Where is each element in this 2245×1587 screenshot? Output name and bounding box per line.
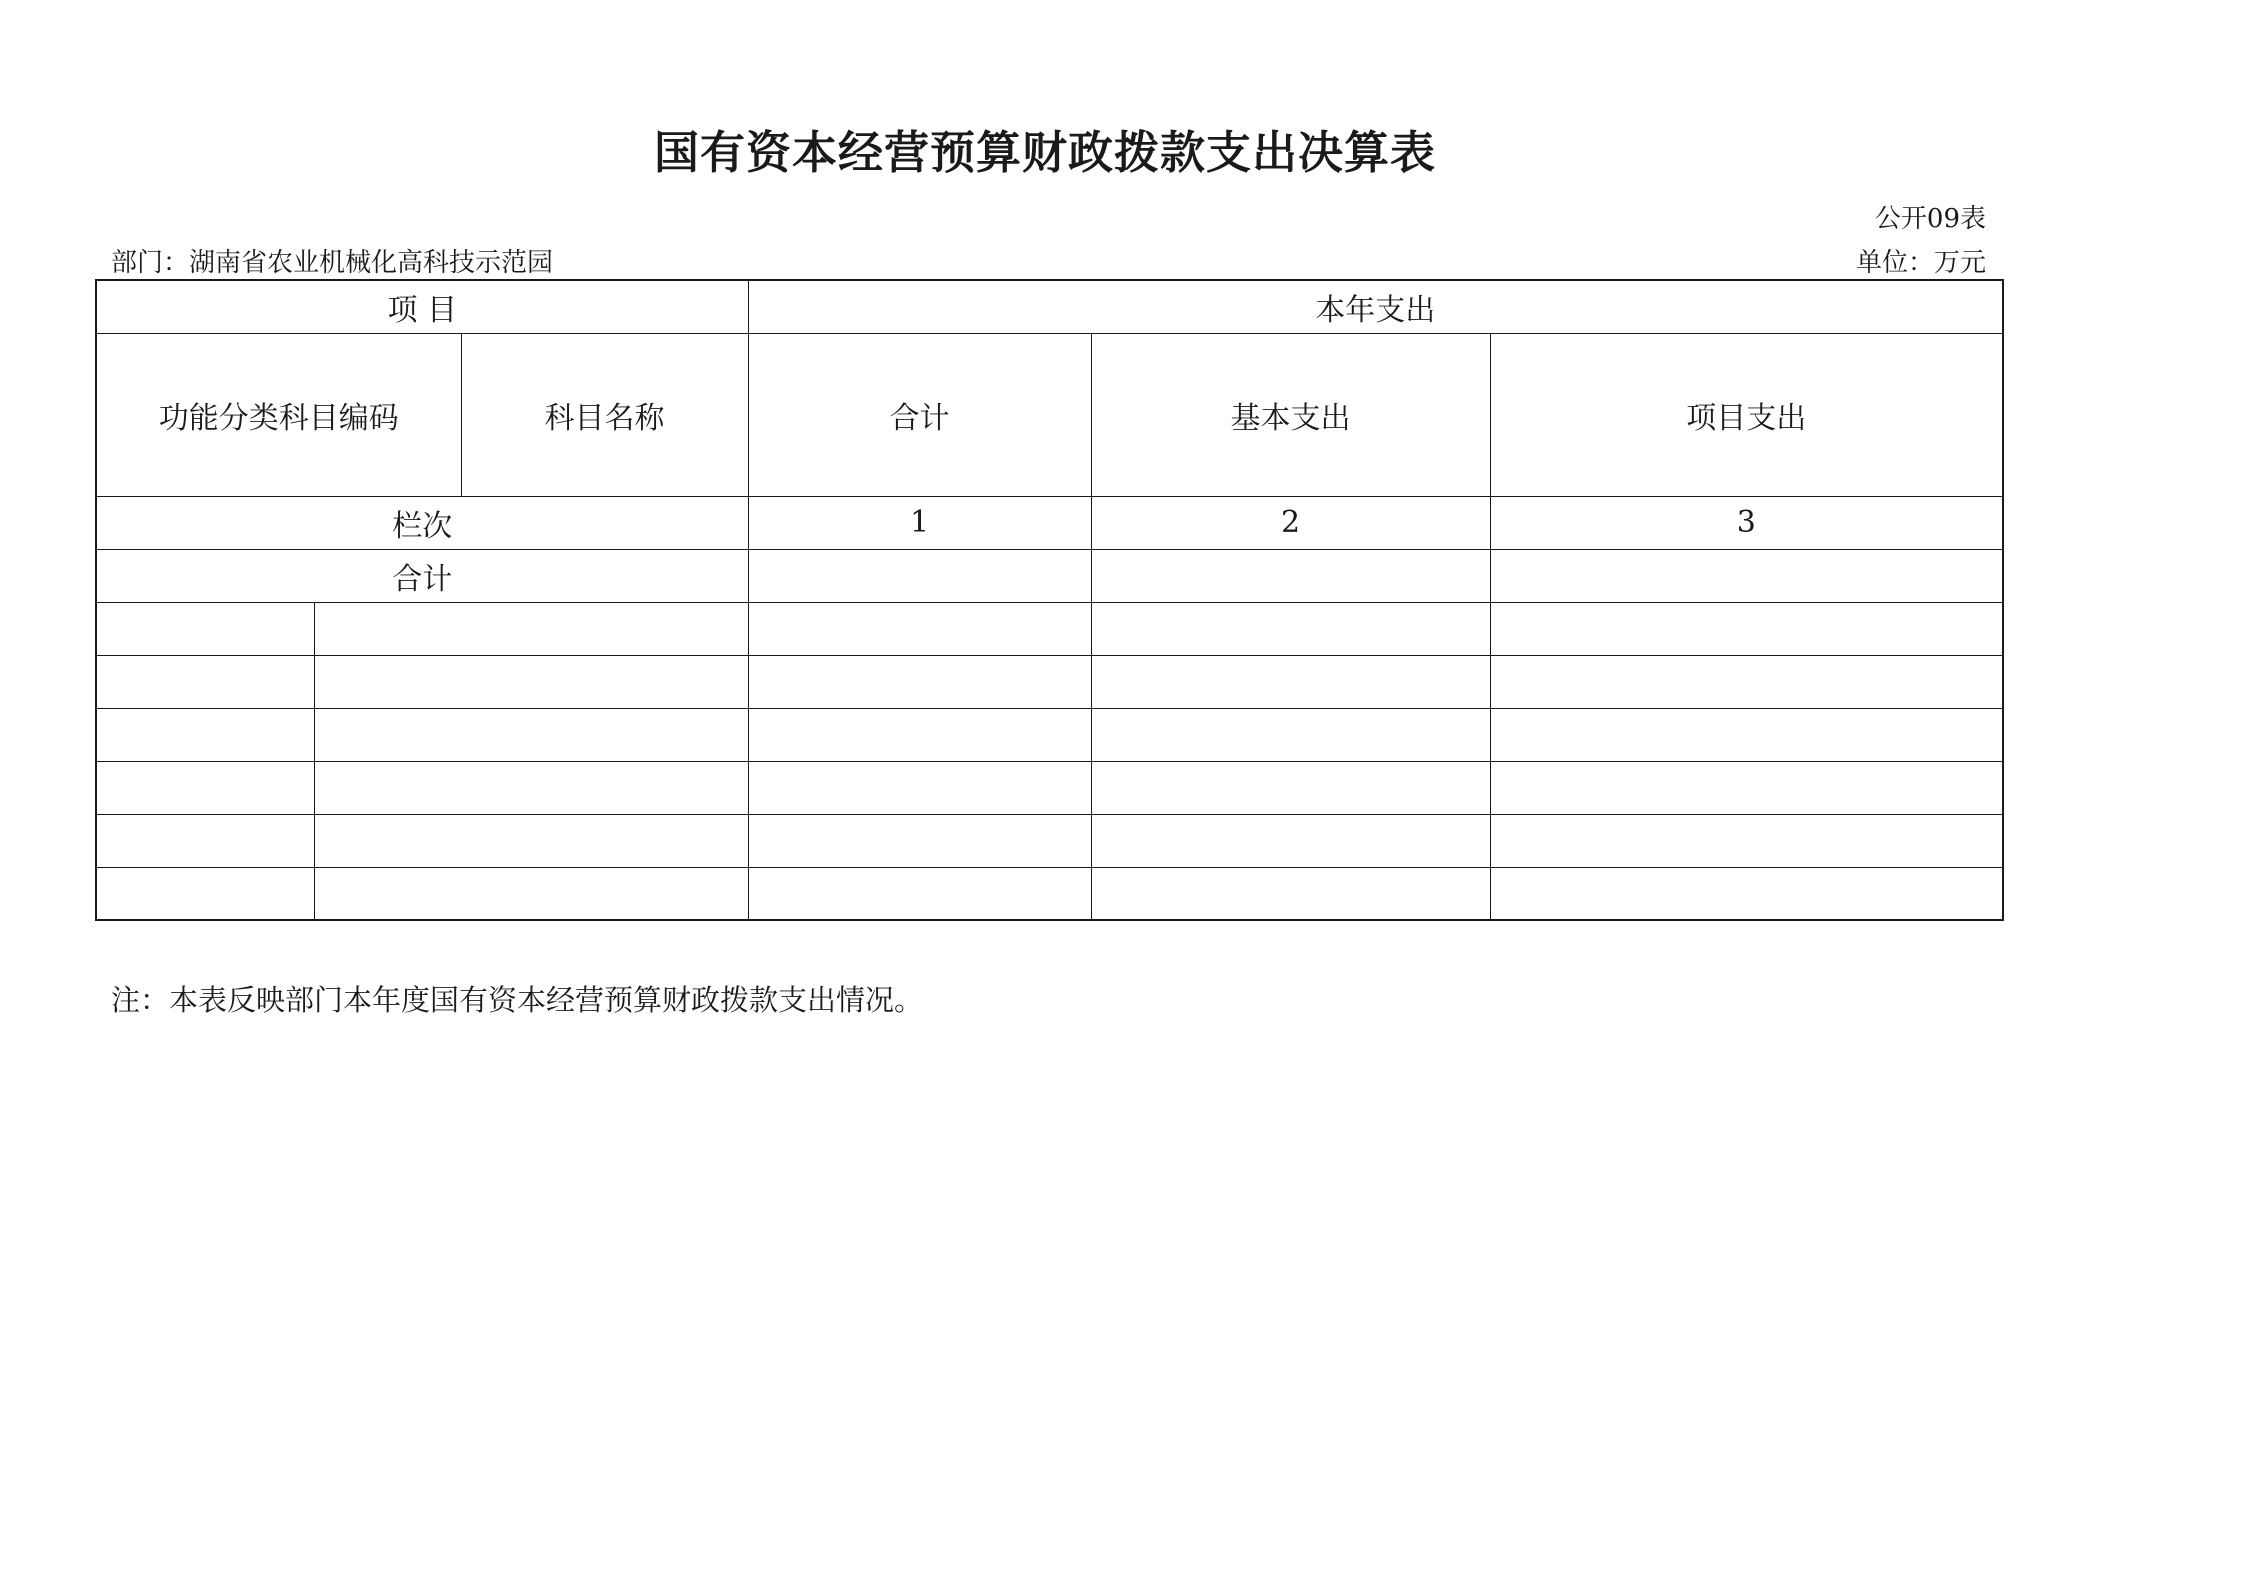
column-index-row — [96, 496, 2003, 549]
row-project — [1490, 708, 2003, 761]
row-project — [1490, 814, 2003, 867]
report-title: 国有资本经营预算财政拨款支出决算表 — [653, 126, 1436, 179]
table-row — [96, 867, 2003, 920]
table-row — [96, 708, 2003, 761]
header-project-expenditure: 项目支出 — [1490, 333, 2003, 496]
row-name — [314, 814, 748, 867]
row-basic — [1091, 708, 1490, 761]
table-row — [96, 761, 2003, 814]
row-name — [314, 761, 748, 814]
header-total: 合计 — [748, 333, 1091, 496]
table-row — [96, 602, 2003, 655]
row-basic — [1091, 655, 1490, 708]
table-row — [96, 655, 2003, 708]
row-project — [1490, 761, 2003, 814]
row-basic — [1091, 867, 1490, 920]
row-code — [96, 814, 314, 867]
table-row — [96, 814, 2003, 867]
expenditure-table — [95, 279, 2004, 921]
total-row-basic — [1091, 549, 1490, 602]
total-row-total — [748, 549, 1091, 602]
header-subject-name: 科目名称 — [461, 333, 748, 496]
total-row-label: 合计 — [96, 549, 748, 602]
row-project — [1490, 655, 2003, 708]
department-label: 部门：湖南省农业机械化高科技示范园 — [111, 248, 554, 278]
header-item: 项 目 — [96, 280, 748, 333]
column-index-1: 1 — [748, 496, 1091, 549]
header-row-1 — [96, 280, 2003, 333]
row-total — [748, 655, 1091, 708]
header-function-code: 功能分类科目编码 — [96, 333, 461, 496]
row-code — [96, 602, 314, 655]
row-name — [314, 708, 748, 761]
row-name — [314, 655, 748, 708]
column-index-3: 3 — [1490, 496, 2003, 549]
row-basic — [1091, 761, 1490, 814]
column-index-2: 2 — [1091, 496, 1490, 549]
header-current-year-expenditure: 本年支出 — [748, 280, 2003, 333]
total-row-project — [1490, 549, 2003, 602]
row-name — [314, 867, 748, 920]
row-total — [748, 814, 1091, 867]
row-basic — [1091, 814, 1490, 867]
unit-label: 单位：万元 — [1855, 248, 1986, 278]
total-row — [96, 549, 2003, 602]
footnote: 注：本表反映部门本年度国有资本经营预算财政拨款支出情况。 — [111, 983, 924, 1017]
row-basic — [1091, 602, 1490, 655]
header-row-2 — [96, 333, 2003, 496]
column-index-label: 栏次 — [96, 496, 748, 549]
row-project — [1490, 602, 2003, 655]
row-total — [748, 602, 1091, 655]
row-code — [96, 708, 314, 761]
row-code — [96, 655, 314, 708]
row-name — [314, 602, 748, 655]
row-project — [1490, 867, 2003, 920]
row-code — [96, 761, 314, 814]
row-total — [748, 867, 1091, 920]
header-basic-expenditure: 基本支出 — [1091, 333, 1490, 496]
row-total — [748, 708, 1091, 761]
row-code — [96, 867, 314, 920]
row-total — [748, 761, 1091, 814]
form-number: 公开09表 — [1874, 204, 1986, 234]
